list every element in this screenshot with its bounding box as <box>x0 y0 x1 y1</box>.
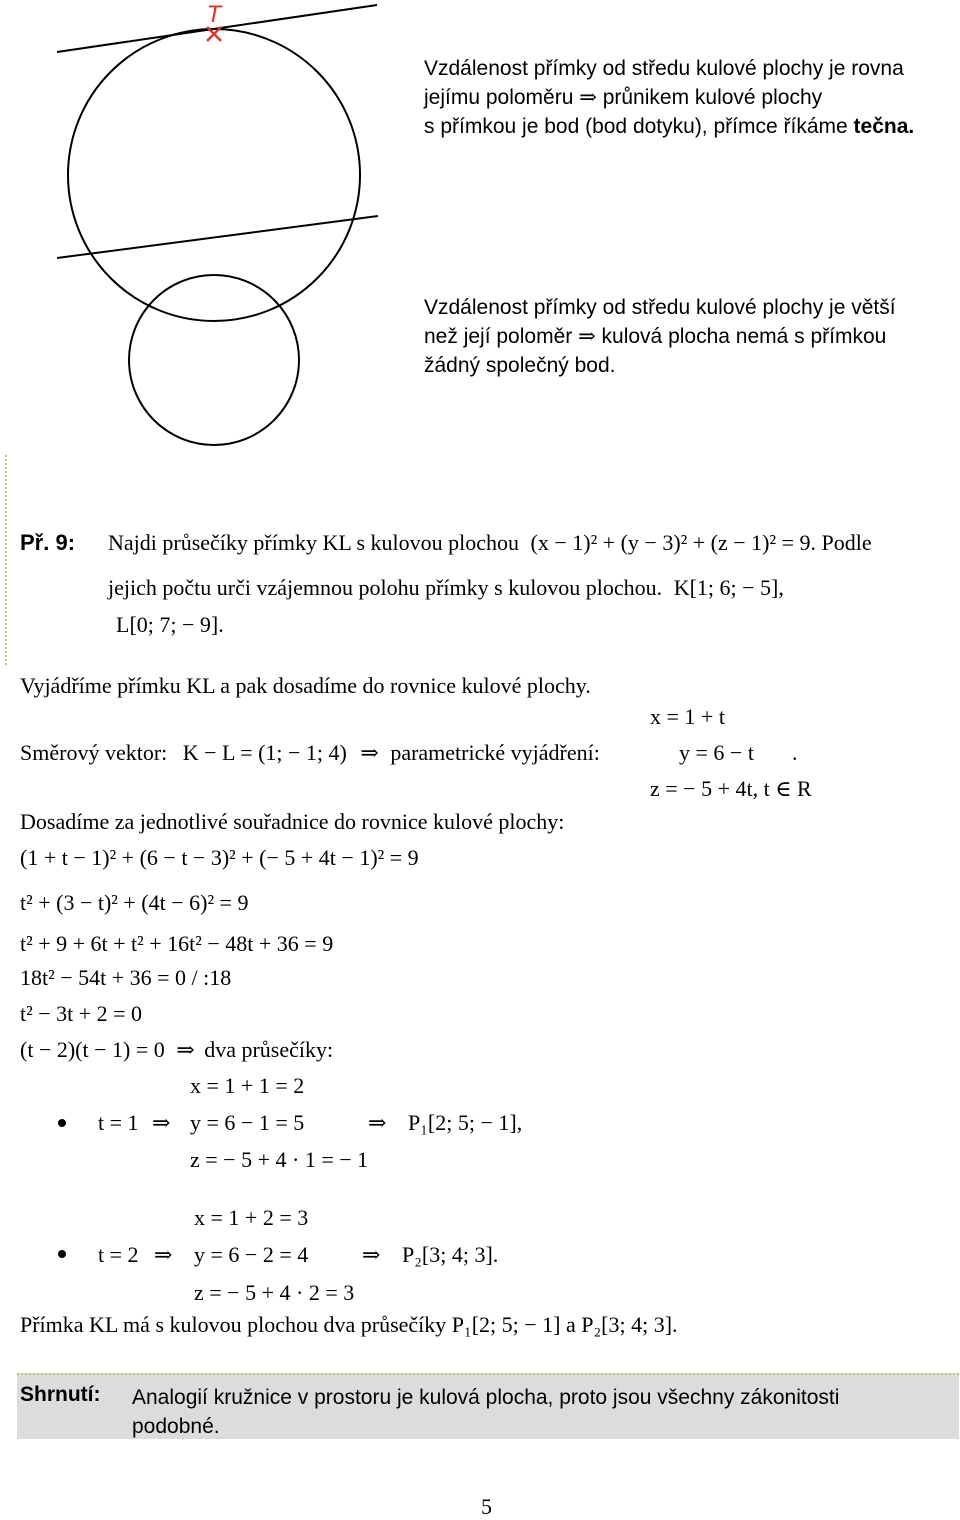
param-dot: . <box>792 740 798 765</box>
summary-top-rule <box>17 1373 959 1375</box>
implies-arrow: ⇒ <box>176 1037 195 1062</box>
tangent-figure <box>57 1 377 321</box>
sphere-circle-1 <box>68 29 360 321</box>
point-l: L[0; 7; − 9]. <box>116 612 224 637</box>
example-line-1: Najdi průsečíky přímky KL s kulovou plochou (x − 1)² + (y − 3)² + (z − 1)² = 9. Podle <box>108 530 872 555</box>
equation-1: (1 + t − 1)² + (6 − t − 3)² + (− 5 + 4t − 1)² = 9 <box>20 845 419 870</box>
equation-6: (t − 2)(t − 1) = 0 ⇒ dva průsečíky: <box>20 1037 334 1062</box>
direction-vector: Směrový vektor: K − L = (1; − 1; 4) ⇒ parametrické vyjádření: <box>20 740 600 765</box>
substitution-intro: Dosadíme za jednotlivé souřadnice do rovnice kulové plochy: <box>20 809 565 834</box>
summary-label: Shrnutí: <box>20 1383 101 1406</box>
point-k: K[1; 6; − 5], <box>673 575 784 600</box>
sphere-equation: (x − 1)² + (y − 3)² + (z − 1)² = 9 <box>530 530 811 555</box>
implies-arrow: ⇒ <box>579 85 597 109</box>
example-line-2: jejich počtu urči vzájemnou polohu přímky s kulovou plochou. K[1; 6; − 5], <box>108 575 784 600</box>
case2-z: z = − 5 + 4 · 2 = 3 <box>194 1280 355 1305</box>
tangent-point-label: T <box>206 1 222 28</box>
implies-arrow: ⇒ <box>154 1242 173 1267</box>
case1-t: t = 1 <box>98 1110 139 1135</box>
param-y: y = 6 − t <box>679 740 754 765</box>
case2-y: y = 6 − 2 = 4 <box>194 1242 309 1267</box>
passant-description: Vzdálenost přímky od středu kulové plochy je větší než její poloměr ⇒ kulová plocha nemá s přímkou žádný společný bod. <box>424 296 896 377</box>
param-z: z = − 5 + 4t, t ∈ R <box>650 776 812 801</box>
implies-arrow: ⇒ <box>360 740 379 765</box>
equation-3: t² + 9 + 6t + t² + 16t² − 48t + 36 = 9 <box>20 931 334 956</box>
param-x: x = 1 + t <box>650 704 725 729</box>
case2-x: x = 1 + 2 = 3 <box>194 1205 309 1230</box>
summary-text: Analogií kružnice v prostoru je kulová plocha, proto jsou všechny zákonitosti podobné. <box>132 1386 840 1438</box>
case1-point: P₁[2; 5; − 1], <box>408 1110 523 1135</box>
margin-dotted-rule <box>5 455 7 665</box>
page-number: 5 <box>481 1494 492 1519</box>
case2-point: P₂[3; 4; 3]. <box>402 1242 499 1267</box>
case2-t: t = 2 <box>98 1242 139 1267</box>
implies-arrow: ⇒ <box>152 1110 171 1135</box>
case1-x: x = 1 + 1 = 2 <box>190 1073 305 1098</box>
solution-intro: Vyjádříme přímku KL a pak dosadíme do rovnice kulové plochy. <box>20 673 591 698</box>
conclusion: Přímka KL má s kulovou plochou dva průsečíky P₁[2; 5; − 1] a P₂[3; 4; 3]. <box>20 1312 678 1337</box>
bullet-2 <box>58 1250 66 1258</box>
implies-arrow: ⇒ <box>578 324 596 348</box>
implies-arrow: ⇒ <box>362 1242 381 1267</box>
equation-5: t² − 3t + 2 = 0 <box>20 1001 143 1026</box>
implies-arrow: ⇒ <box>368 1110 387 1135</box>
equation-2: t² + (3 − t)² + (4t − 6)² = 9 <box>20 890 249 915</box>
passant-figure <box>57 216 378 445</box>
example-label: Př. 9: <box>20 530 76 555</box>
bullet-1 <box>58 1119 66 1127</box>
outside-line <box>57 216 378 258</box>
case1-z: z = − 5 + 4 · 1 = − 1 <box>190 1147 369 1172</box>
equation-4: 18t² − 54t + 36 = 0 / :18 <box>20 965 232 990</box>
case1-y: y = 6 − 1 = 5 <box>190 1110 305 1135</box>
tangent-description: Vzdálenost přímky od středu kulové plochy je rovna jejímu poloměru ⇒ průnikem kulové plochy s přímkou je bod (bod dotyku), přímce říkáme tečna. <box>424 57 915 138</box>
sphere-circle-2 <box>129 275 299 445</box>
